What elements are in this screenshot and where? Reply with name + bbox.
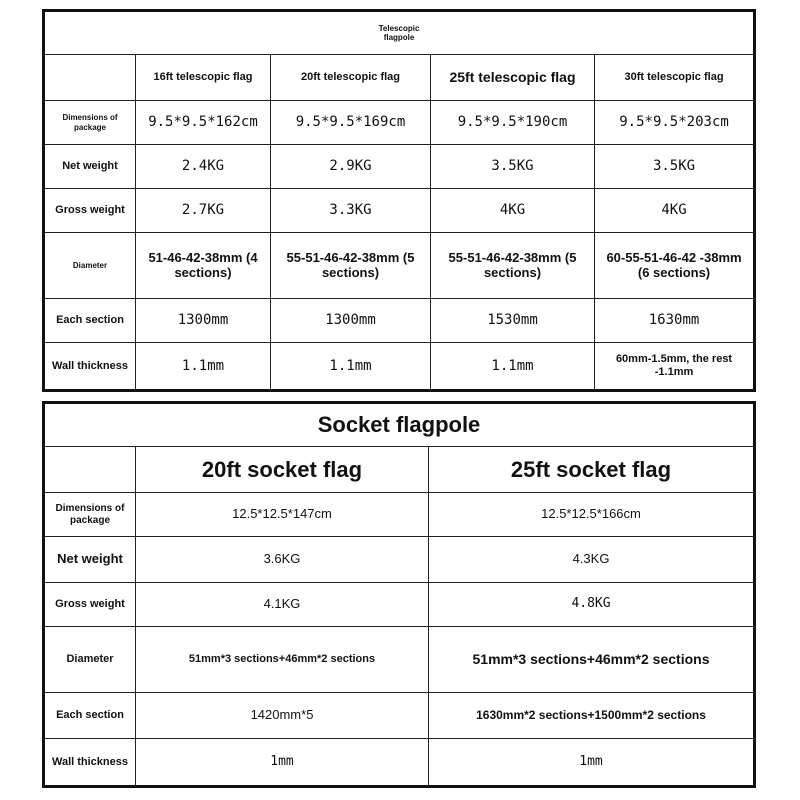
dimensions-25ft: 9.5*9.5*190cm — [431, 101, 595, 145]
net-weight-20ft: 2.9KG — [271, 145, 431, 189]
diameter-20ft: 55-51-46-42-38mm (5 sections) — [271, 233, 431, 299]
dimensions-16ft: 9.5*9.5*162cm — [136, 101, 271, 145]
dimensions-20ft-socket: 12.5*12.5*147cm — [136, 493, 429, 537]
net-weight-25ft: 3.5KG — [431, 145, 595, 189]
header-20ft-socket: 20ft socket flag — [136, 447, 429, 493]
socket-flagpole-table — [42, 401, 756, 788]
each-section-30ft: 1630mm — [595, 299, 755, 343]
header-16ft-telescopic: 16ft telescopic flag — [136, 55, 271, 101]
each-section-25ft: 1530mm — [431, 299, 595, 343]
net-weight-16ft: 2.4KG — [136, 145, 271, 189]
row-label-dimensions: Dimensions of package — [44, 101, 136, 145]
net-weight-20ft-socket: 3.6KG — [136, 537, 429, 583]
row-label-each-section: Each section — [44, 299, 136, 343]
header-25ft-socket: 25ft socket flag — [429, 447, 755, 493]
row-label-each-section: Each section — [44, 693, 136, 739]
wall-thickness-20ft-socket: 1mm — [136, 739, 429, 787]
diameter-16ft: 51-46-42-38mm (4 sections) — [136, 233, 271, 299]
row-label-wall-thickness: Wall thickness — [44, 739, 136, 787]
header-empty-cell — [44, 447, 136, 493]
gross-weight-25ft-socket: 4.8KG — [429, 583, 755, 627]
row-label-diameter: Diameter — [44, 627, 136, 693]
telescopic-flagpole-table — [42, 9, 756, 392]
row-label-gross-weight: Gross weight — [44, 189, 136, 233]
each-section-16ft: 1300mm — [136, 299, 271, 343]
wall-thickness-30ft: 60mm-1.5mm, the rest -1.1mm — [595, 343, 755, 391]
row-label-dimensions: Dimensions of package — [44, 493, 136, 537]
diameter-25ft: 55-51-46-42-38mm (5 sections) — [431, 233, 595, 299]
row-label-net-weight: Net weight — [44, 145, 136, 189]
row-label-wall-thickness: Wall thickness — [44, 343, 136, 391]
header-30ft-telescopic: 30ft telescopic flag — [595, 55, 755, 101]
diameter-20ft-socket: 51mm*3 sections+46mm*2 sections — [136, 627, 429, 693]
dimensions-20ft: 9.5*9.5*169cm — [271, 101, 431, 145]
diameter-30ft: 60-55-51-46-42 -38mm (6 sections) — [595, 233, 755, 299]
wall-thickness-16ft: 1.1mm — [136, 343, 271, 391]
gross-weight-20ft-socket: 4.1KG — [136, 583, 429, 627]
each-section-20ft: 1300mm — [271, 299, 431, 343]
row-label-gross-weight: Gross weight — [44, 583, 136, 627]
diameter-25ft-socket: 51mm*3 sections+46mm*2 sections — [429, 627, 755, 693]
row-label-net-weight: Net weight — [44, 537, 136, 583]
net-weight-30ft: 3.5KG — [595, 145, 755, 189]
gross-weight-30ft: 4KG — [595, 189, 755, 233]
header-20ft-telescopic: 20ft telescopic flag — [271, 55, 431, 101]
wall-thickness-25ft: 1.1mm — [431, 343, 595, 391]
dimensions-30ft: 9.5*9.5*203cm — [595, 101, 755, 145]
dimensions-25ft-socket: 12.5*12.5*166cm — [429, 493, 755, 537]
each-section-20ft-socket: 1420mm*5 — [136, 693, 429, 739]
net-weight-25ft-socket: 4.3KG — [429, 537, 755, 583]
wall-thickness-25ft-socket: 1mm — [429, 739, 755, 787]
header-empty-cell — [44, 55, 136, 101]
header-25ft-telescopic: 25ft telescopic flag — [431, 55, 595, 101]
socket-table-title: Socket flagpole — [44, 403, 755, 447]
gross-weight-25ft: 4KG — [431, 189, 595, 233]
row-label-diameter: Diameter — [44, 233, 136, 299]
wall-thickness-20ft: 1.1mm — [271, 343, 431, 391]
each-section-25ft-socket: 1630mm*2 sections+1500mm*2 sections — [429, 693, 755, 739]
gross-weight-16ft: 2.7KG — [136, 189, 271, 233]
telescopic-table-title: Telescopic flagpole — [44, 11, 755, 55]
gross-weight-20ft: 3.3KG — [271, 189, 431, 233]
